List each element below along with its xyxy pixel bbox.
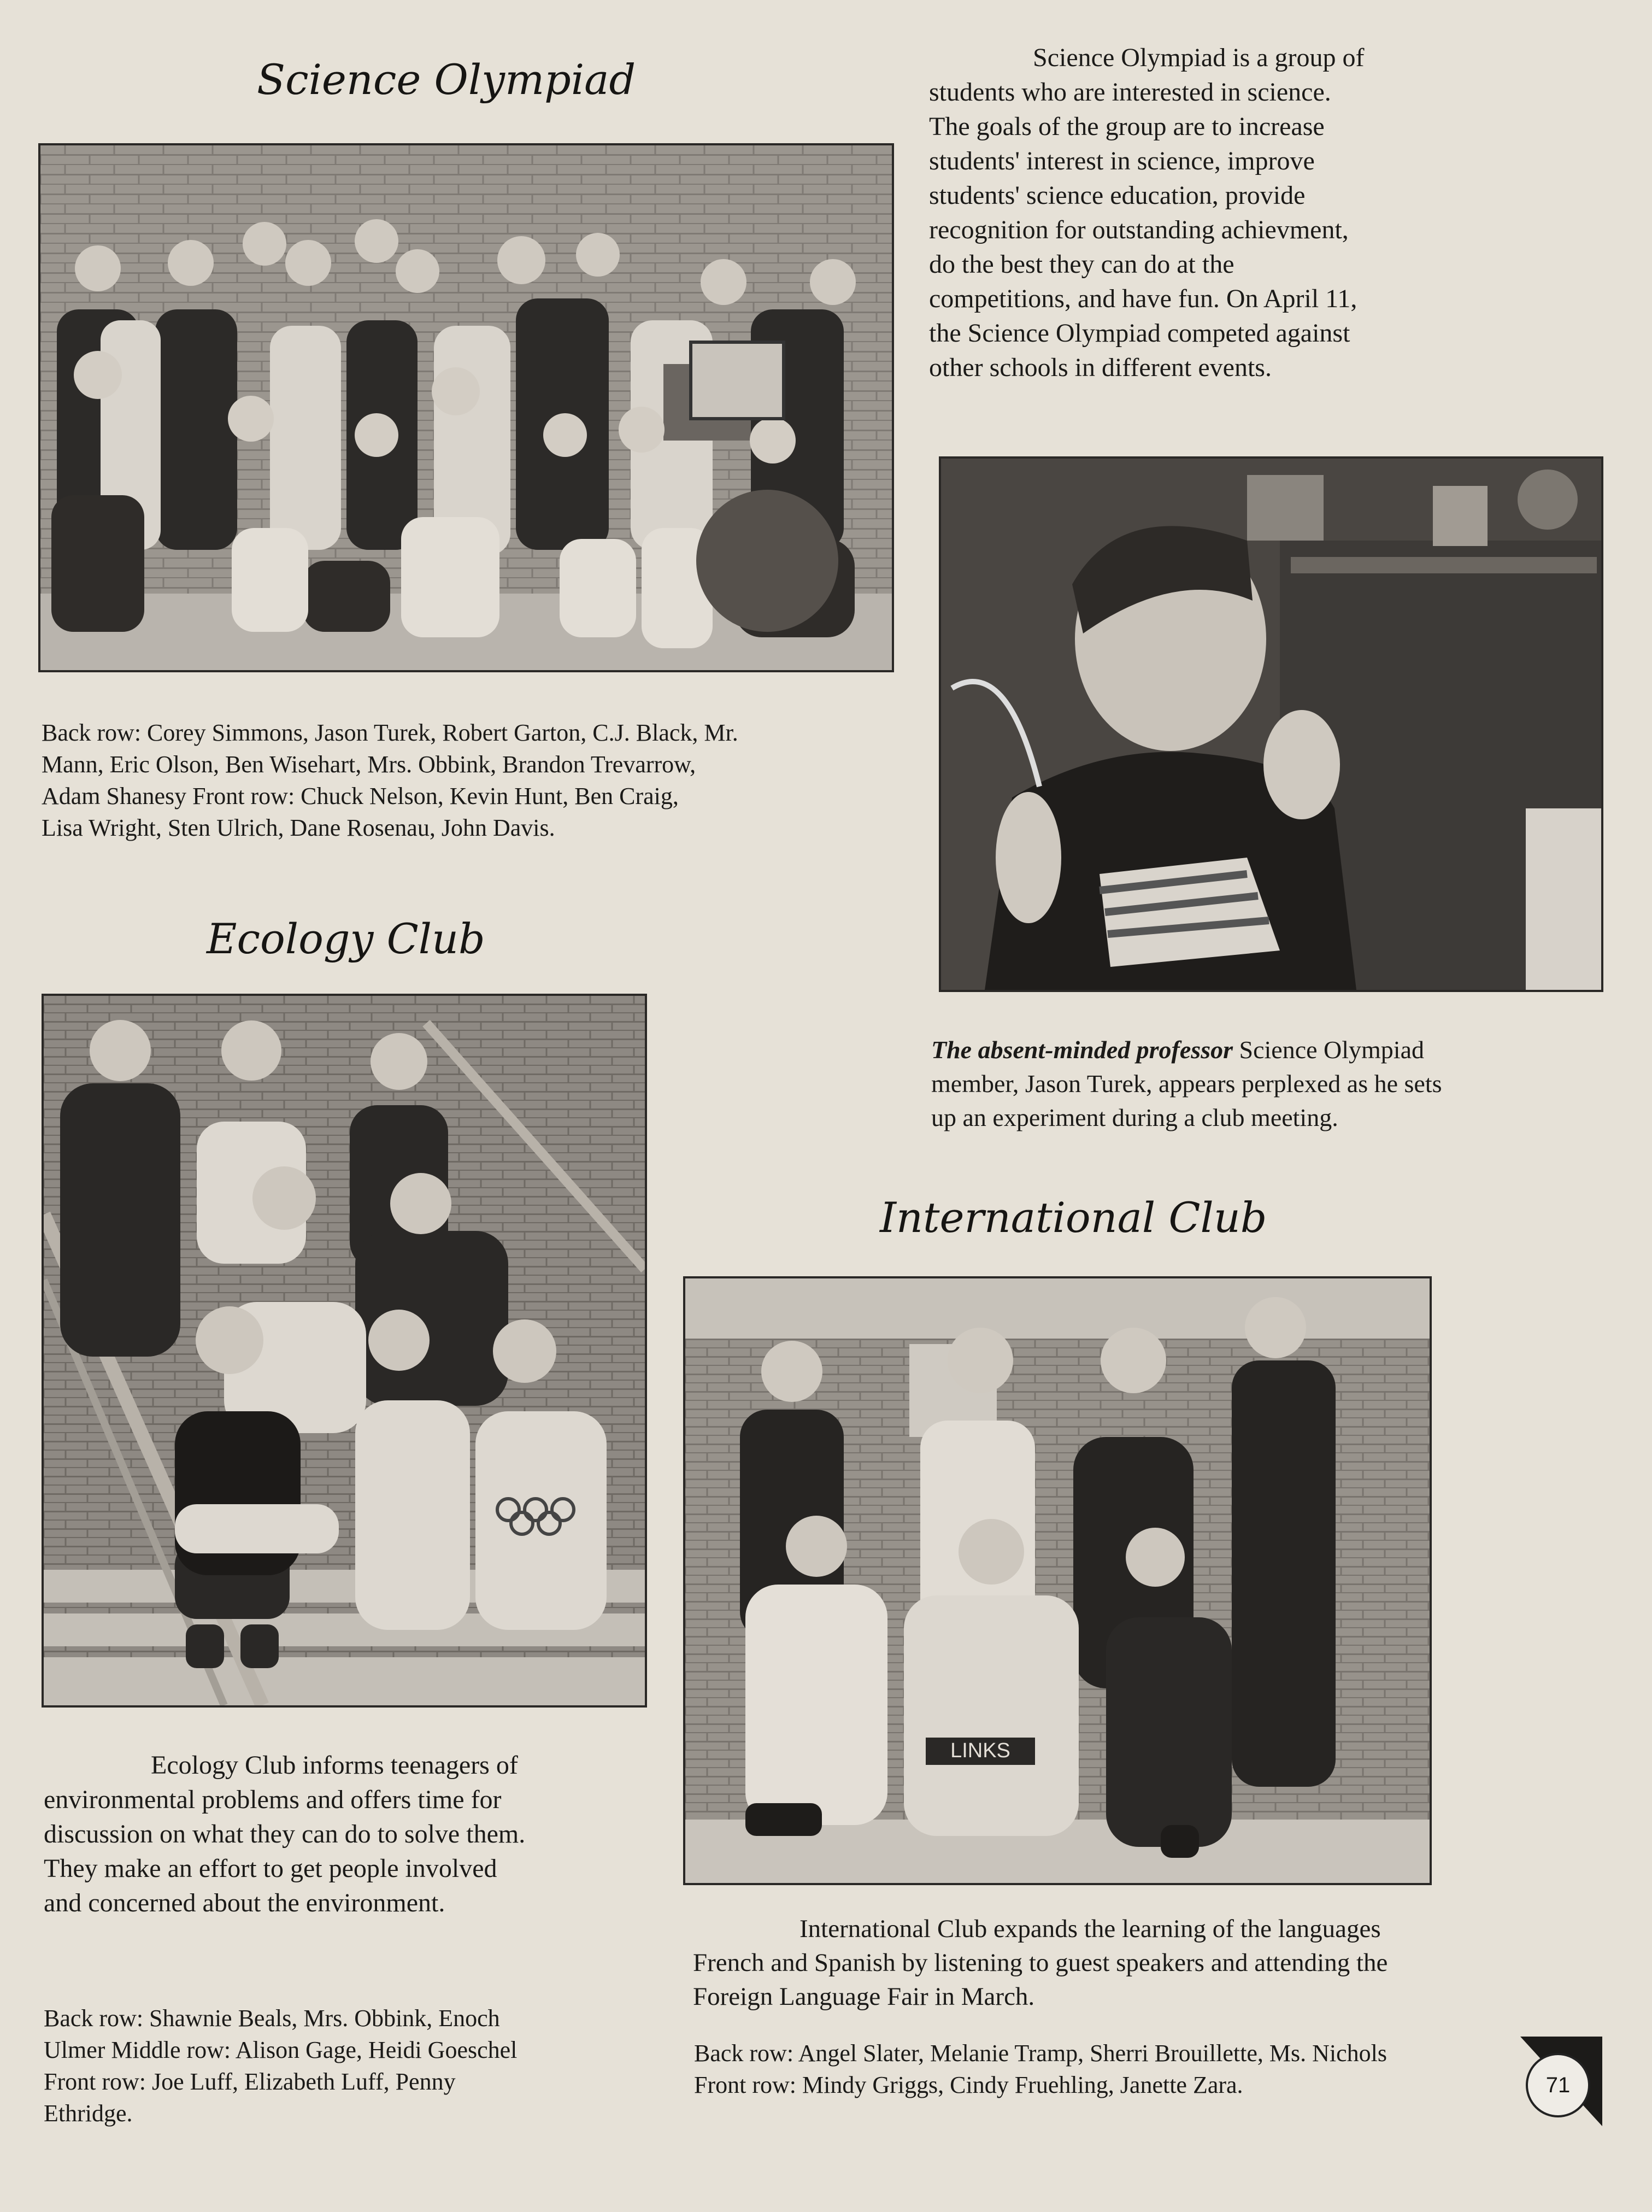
international-club-names: Back row: Angel Slater, Melanie Tramp, Sherri Brouillette, Ms. Nichols Front row: Mindy Griggs, Cindy Fruehling, Janette Zara. (694, 2040, 1387, 2098)
science-olympiad-intro: Science Olympiad is a group of students who are interested in science. The goals of the group are to increase students' interest in science, improve students' science education, provide recognition for outstanding achievment, do the best they can do at the competitions, and have fun. On April 11, the Science Olympiad competed against other schools in different events. (929, 43, 1365, 382)
science-olympiad-heading: Science Olympiad (257, 55, 636, 104)
ecology-photo-art (44, 996, 645, 1705)
ecology-club-heading: Ecology Club (207, 914, 485, 963)
international-club-description: International Club expands the learning of the languages French and Spanish by listening to guest speakers and attending the Foreign Language Fair in March. (693, 1915, 1388, 2011)
ecology-club-description: Ecology Club informs teenagers of environmental problems and offers time for discussion on what they can do to solve them. They make an effort to get people involved and concerned about the environment. (44, 1751, 526, 1917)
professor-caption: The absent-minded professor Science Olympiad member, Jason Turek, appears perplexed as he sets up an experiment during a club meeting. (931, 1036, 1442, 1131)
links-shirt-text: LINKS (950, 1739, 1010, 1762)
science-olympiad-group-photo (38, 143, 894, 672)
page-number-tab (1515, 2033, 1608, 2132)
professor-photo-art (941, 459, 1601, 990)
ecology-club-names: Back row: Shawnie Beals, Mrs. Obbink, Enoch Ulmer Middle row: Alison Gage, Heidi Goeschel Front row: Joe Luff, Elizabeth Luff, Penny Ethridge. (44, 2005, 518, 2127)
international-club-group-photo (683, 1276, 1432, 1885)
international-club-heading: International Club (880, 1193, 1267, 1242)
science-olympiad-photo-art (40, 145, 892, 670)
science-olympiad-names: Back row: Corey Simmons, Jason Turek, Robert Garton, C.J. Black, Mr. Mann, Eric Olson, Ben Wisehart, Mrs. Obbink, Brandon Trevarrow, Adam Shanesy Front row: Chuck Nelson, Kevin Hunt, Ben Craig, Lisa Wright, Sten Ulrich, Dane Rosenau, John Davis. (42, 719, 738, 841)
ecology-club-group-photo (42, 994, 647, 1708)
absent-minded-professor-photo (939, 456, 1603, 992)
page-number: 71 (1526, 2053, 1590, 2117)
international-photo-art (685, 1278, 1430, 1883)
